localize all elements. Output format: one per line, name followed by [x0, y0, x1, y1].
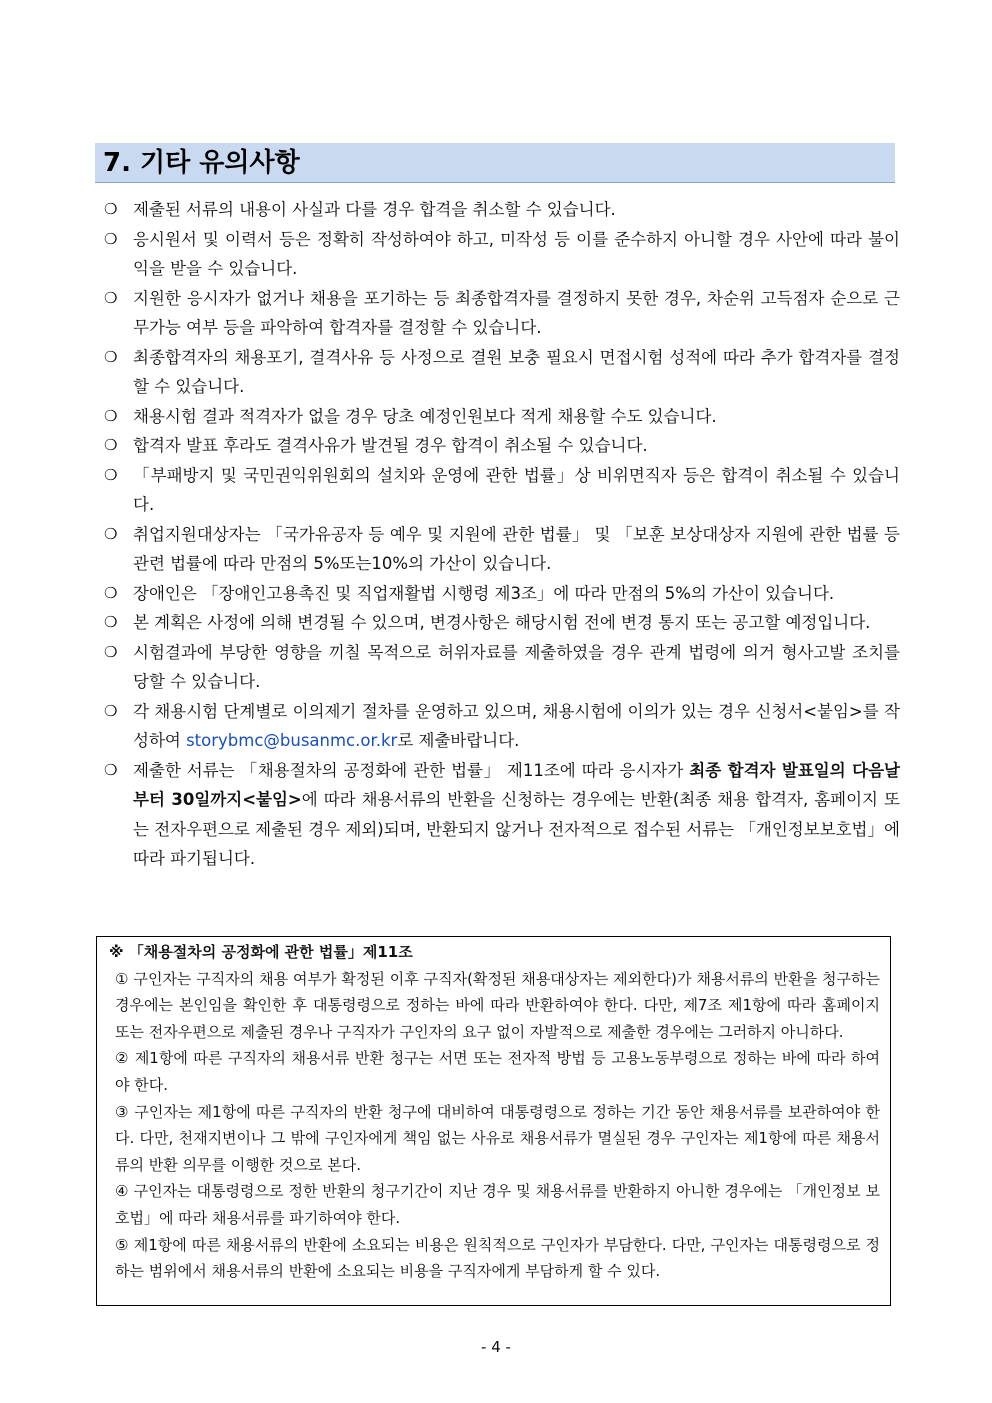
list-item	[104, 520, 900, 579]
circle-bullet-icon: ❍	[104, 406, 118, 425]
list-item	[104, 402, 900, 432]
item-text: 본 계획은 사정에 의해 변경될 수 있으며, 변경사항은 해당시험 전에 변경 통지 또는 공고할 예정입니다.	[133, 613, 871, 632]
list-item	[104, 195, 900, 225]
list-item	[104, 284, 900, 343]
item-text: 합격자 발표 후라도 결격사유가 발견될 경우 합격이 취소될 수 있습니다.	[133, 436, 648, 455]
circle-bullet-icon: ❍	[104, 524, 118, 543]
list-item	[104, 461, 900, 520]
email-link[interactable]: storybmc@busanmc.or.kr	[186, 731, 398, 750]
item-text: 최종합격자의 채용포기, 결격사유 등 사정으로 결원 보충 필요시 면접시험 성적에 따라 추가 합격자를 결정할 수 있습니다.	[133, 347, 900, 396]
item-text-bold: 최종 합격자 발표일의 다음날부터 30일까지<붙임>	[133, 760, 900, 809]
item-text: 시험결과에 부당한 영향을 끼칠 목적으로 허위자료를 제출하였을 경우 관계 법령에 의거 형사고발 조치를 당할 수 있습니다.	[133, 642, 900, 691]
item-text: 「부패방지 및 국민권익위원회의 설치와 운영에 관한 법률」상 비위면직자 등은 합격이 취소될 수 있습니다.	[133, 465, 900, 514]
notice-title: ※ 「채용절차의 공정화에 관한 법률」제11조	[109, 943, 413, 961]
item-text: 각 채용시험 단계별로 이의제기 절차를 운영하고 있으며, 채용시험에 이의가 있는 경우 신청서<붙임>를 작성하여	[133, 701, 900, 750]
notes-list	[104, 195, 900, 874]
notice-paragraph: ⑤ 제1항에 따른 채용서류의 반환에 소요되는 비용은 원칙적으로 구인자가 부담한다. 다만, 구인자는 대통령령으로 정하는 범위에서 채용서류의 반환에 소요되는 비용을 구직자에게 부담하게 할 수 있다.	[115, 1235, 880, 1281]
item-text: 제출된 서류의 내용이 사실과 다를 경우 합격을 취소할 수 있습니다.	[133, 200, 616, 219]
circle-bullet-icon: ❍	[104, 436, 118, 454]
notice-paragraph: ① 구인자는 구직자의 채용 여부가 확정된 이후 구직자(확정된 채용대상자는 제외한다)가 채용서류의 반환을 청구하는 경우에는 본인임을 확인한 후 대통령령으로 정하는 바에 따라 반환하여야 한다. 다만, 제7조 제1항에 따라 홈페이지 또는 전자우편으로 제출된 경우나 구직자가 구인자의 요구 없이 자발적으로 제출한 경우에는 그러하지 아니하다.	[115, 969, 880, 1041]
item-text: 채용시험 결과 적격자가 없을 경우 당초 예정인원보다 적게 채용할 수도 있습니다.	[133, 406, 717, 426]
circle-bullet-icon: ❍	[104, 200, 118, 218]
item-text: 로 제출바랍니다.	[397, 731, 520, 750]
notice-paragraph: ③ 구인자는 제1항에 따른 구직자의 반환 청구에 대비하여 대통령령으로 정하는 기간 동안 채용서류를 보관하여야 한다. 다만, 천재지변이나 그 밖에 구인자에게 책임 없는 사유로 채용서류가 멸실된 경우 구인자는 제1항에 따른 채용서류의 반환 의무를 이행한 것으로 본다.	[115, 1102, 880, 1174]
notice-paragraph: ② 제1항에 따른 구직자의 채용서류 반환 청구는 서면 또는 전자적 방법 등 고용노동부령으로 정하는 바에 따라 하여야 한다.	[115, 1049, 880, 1094]
circle-bullet-icon: ❍	[104, 642, 118, 661]
item-text: 에 따라 채용서류의 반환을 신청하는 경우에는 반환(최종 채용 합격자, 홈페이지 또는 전자우편으로 제출된 경우 제외)되며, 반환되지 않거나 전자적으로 접수된 서류는 「개인정보보호법」에 따라 파기됩니다.	[133, 790, 900, 868]
list-item	[104, 343, 900, 402]
circle-bullet-icon: ❍	[104, 229, 118, 248]
section-title: 7. 기타 유의사항	[103, 148, 300, 178]
list-item	[104, 608, 900, 638]
circle-bullet-icon: ❍	[104, 288, 118, 307]
circle-bullet-icon: ❍	[104, 465, 118, 484]
list-item	[104, 579, 900, 609]
list-item	[104, 431, 900, 461]
circle-bullet-icon: ❍	[104, 347, 118, 366]
circle-bullet-icon: ❍	[104, 583, 118, 602]
item-text: 지원한 응시자가 없거나 채용을 포기하는 등 최종합격자를 결정하지 못한 경우, 차순위 고득점자 순으로 근무가능 여부 등을 파악하여 합격자를 결정할 수 있습니다.	[133, 288, 900, 337]
list-item	[104, 638, 900, 697]
law-notice-box	[96, 936, 891, 1306]
item-text: 제출한 서류는 「채용절차의 공정화에 관한 법률」 제11조에 따라 응시자가	[133, 760, 690, 780]
list-item-objection	[104, 697, 900, 756]
list-item-return	[104, 756, 900, 874]
section-header	[95, 143, 895, 183]
page-number: - 4 -	[481, 1338, 511, 1356]
list-item	[104, 225, 900, 284]
notice-paragraph: ④ 구인자는 대통령령으로 정한 반환의 청구기간이 지난 경우 및 채용서류를 반환하지 아니한 경우에는 「개인정보 보호법」에 따라 채용서류를 파기하여야 한다.	[115, 1182, 880, 1227]
item-text: 장애인은 「장애인고용촉진 및 직업재활법 시행령 제3조」에 따라 만점의 5%의 가산이 있습니다.	[133, 583, 835, 603]
circle-bullet-icon: ❍	[104, 701, 118, 720]
item-text: 응시원서 및 이력서 등은 정확히 작성하여야 하고, 미작성 등 이를 준수하지 아니할 경우 사안에 따라 불이익을 받을 수 있습니다.	[133, 229, 900, 278]
circle-bullet-icon: ❍	[104, 760, 118, 779]
item-text: 취업지원대상자는 「국가유공자 등 예우 및 지원에 관한 법률」 및 「보훈 보상대상자 지원에 관한 법률 등 관련 법률에 따라 만점의 5%또는10%의 가산이 있습니다.	[133, 524, 900, 573]
circle-bullet-icon: ❍	[104, 613, 118, 631]
